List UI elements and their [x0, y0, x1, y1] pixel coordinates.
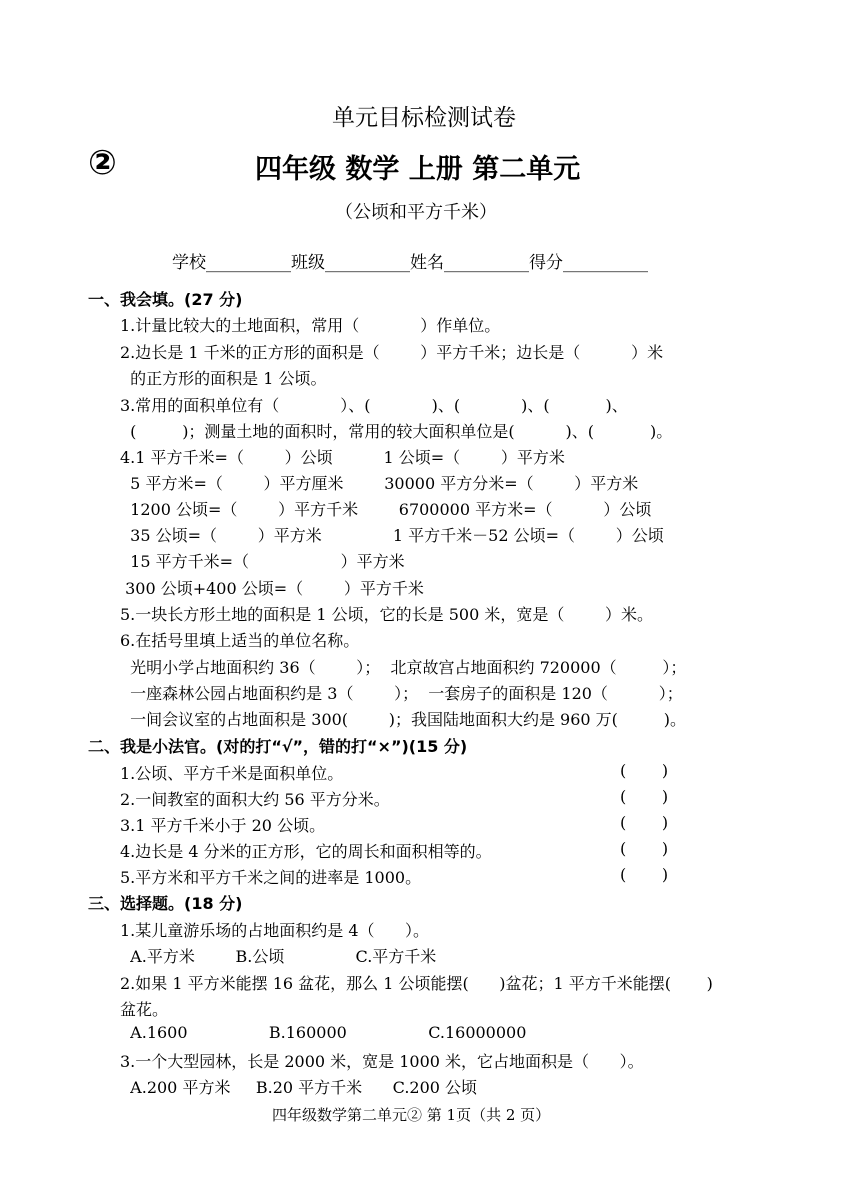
paper-number: ②: [88, 143, 117, 183]
s2-item-text: 4.边长是 4 分米的正方形，它的周长和面积相等的。: [120, 842, 492, 861]
section3-heading: 三、选择题。(18 分): [88, 894, 243, 913]
section2-heading: 二、我是小法官。(对的打“√”，错的打“×”)(15 分): [88, 737, 468, 756]
s1-line: 35 公顷=（ ）平方米 1 平方千米－52 公顷=（ ）公顷: [120, 526, 664, 545]
page-footer: 四年级数学第二单元② 第 1页（共 2 页）: [272, 1106, 551, 1124]
exam-title: 单元目标检测试卷: [332, 105, 516, 131]
exam-subtitle: 四年级 数学 上册 第二单元: [255, 154, 581, 185]
exam-topic: （公顷和平方千米）: [335, 202, 497, 223]
s1-line: 的正方形的面积是 1 公顷。: [120, 369, 327, 388]
s3-line: A.1600 B.160000 C.16000000: [120, 1023, 527, 1042]
student-info-line: 学校__________班级__________姓名__________得分__________: [172, 253, 648, 273]
s1-line: 4.1 平方千米=（ ）公顷 1 公顷=（ ）平方米: [120, 448, 565, 467]
s2-item-text: 2.一间教室的面积大约 56 平方分米。: [120, 790, 390, 809]
s2-item-blank: ( ): [620, 787, 669, 806]
s1-line: 5 平方米=（ ）平方厘米 30000 平方分米=（ ）平方米: [120, 474, 639, 493]
s1-line: 2.边长是 1 千米的正方形的面积是（ ）平方千米；边长是（ ）米: [120, 343, 664, 362]
s2-item-blank: ( ): [620, 865, 669, 884]
s1-line: 15 平方千米=（ ）平方米: [120, 552, 405, 571]
s1-line: 3.常用的面积单位有（ ）、( )、( )、( )、: [120, 396, 628, 415]
s3-line: 2.如果 1 平方米能摆 16 盆花，那么 1 公顷能摆( )盆花；1 平方千米能摆( ): [120, 974, 713, 993]
s2-item-blank: ( ): [620, 813, 669, 832]
s2-item-text: 3.1 平方千米小于 20 公顷。: [120, 816, 326, 835]
s2-item-text: 5.平方米和平方千米之间的进率是 1000。: [120, 868, 422, 887]
s1-line: 一间会议室的占地面积是 300( )；我国陆地面积大约是 960 万( )。: [120, 710, 686, 729]
s3-line: 盆花。: [120, 1000, 169, 1019]
s2-item-text: 1.公顷、平方千米是面积单位。: [120, 764, 344, 783]
s1-line: 光明小学占地面积约 36（ ）； 北京故宫占地面积约 720000（ ）；: [120, 658, 687, 677]
s2-item-blank: ( ): [620, 839, 669, 858]
s1-line: 一座森林公园占地面积约是 3（ ）； 一套房子的面积是 120（ ）；: [120, 684, 683, 703]
s3-line: A.200 平方米 B.20 平方千米 C.200 公顷: [120, 1078, 478, 1097]
s3-line: 1.某儿童游乐场的占地面积约是 4（ ）。: [120, 921, 430, 940]
s2-item-blank: ( ): [620, 761, 669, 780]
section1-heading: 一、我会填。(27 分): [88, 290, 243, 309]
s1-line: 1200 公顷=（ ）平方千米 6700000 平方米=（ ）公顷: [120, 500, 652, 519]
s1-line: 1.计量比较大的土地面积，常用（ ）作单位。: [120, 316, 501, 335]
s3-line: 3.一个大型园林，长是 2000 米，宽是 1000 米，它占地面积是（ ）。: [120, 1052, 644, 1071]
s3-line: A.平方米 B.公顷 C.平方千米: [120, 947, 437, 966]
s1-line: 300 公顷+400 公顷=（ ）平方千米: [120, 579, 424, 598]
s1-line: ( )；测量土地的面积时，常用的较大面积单位是( )、( )。: [120, 422, 673, 441]
s1-line: 6.在括号里填上适当的单位名称。: [120, 631, 360, 650]
s1-line: 5.一块长方形土地的面积是 1 公顷，它的长是 500 米，宽是（ ）米。: [120, 605, 654, 624]
